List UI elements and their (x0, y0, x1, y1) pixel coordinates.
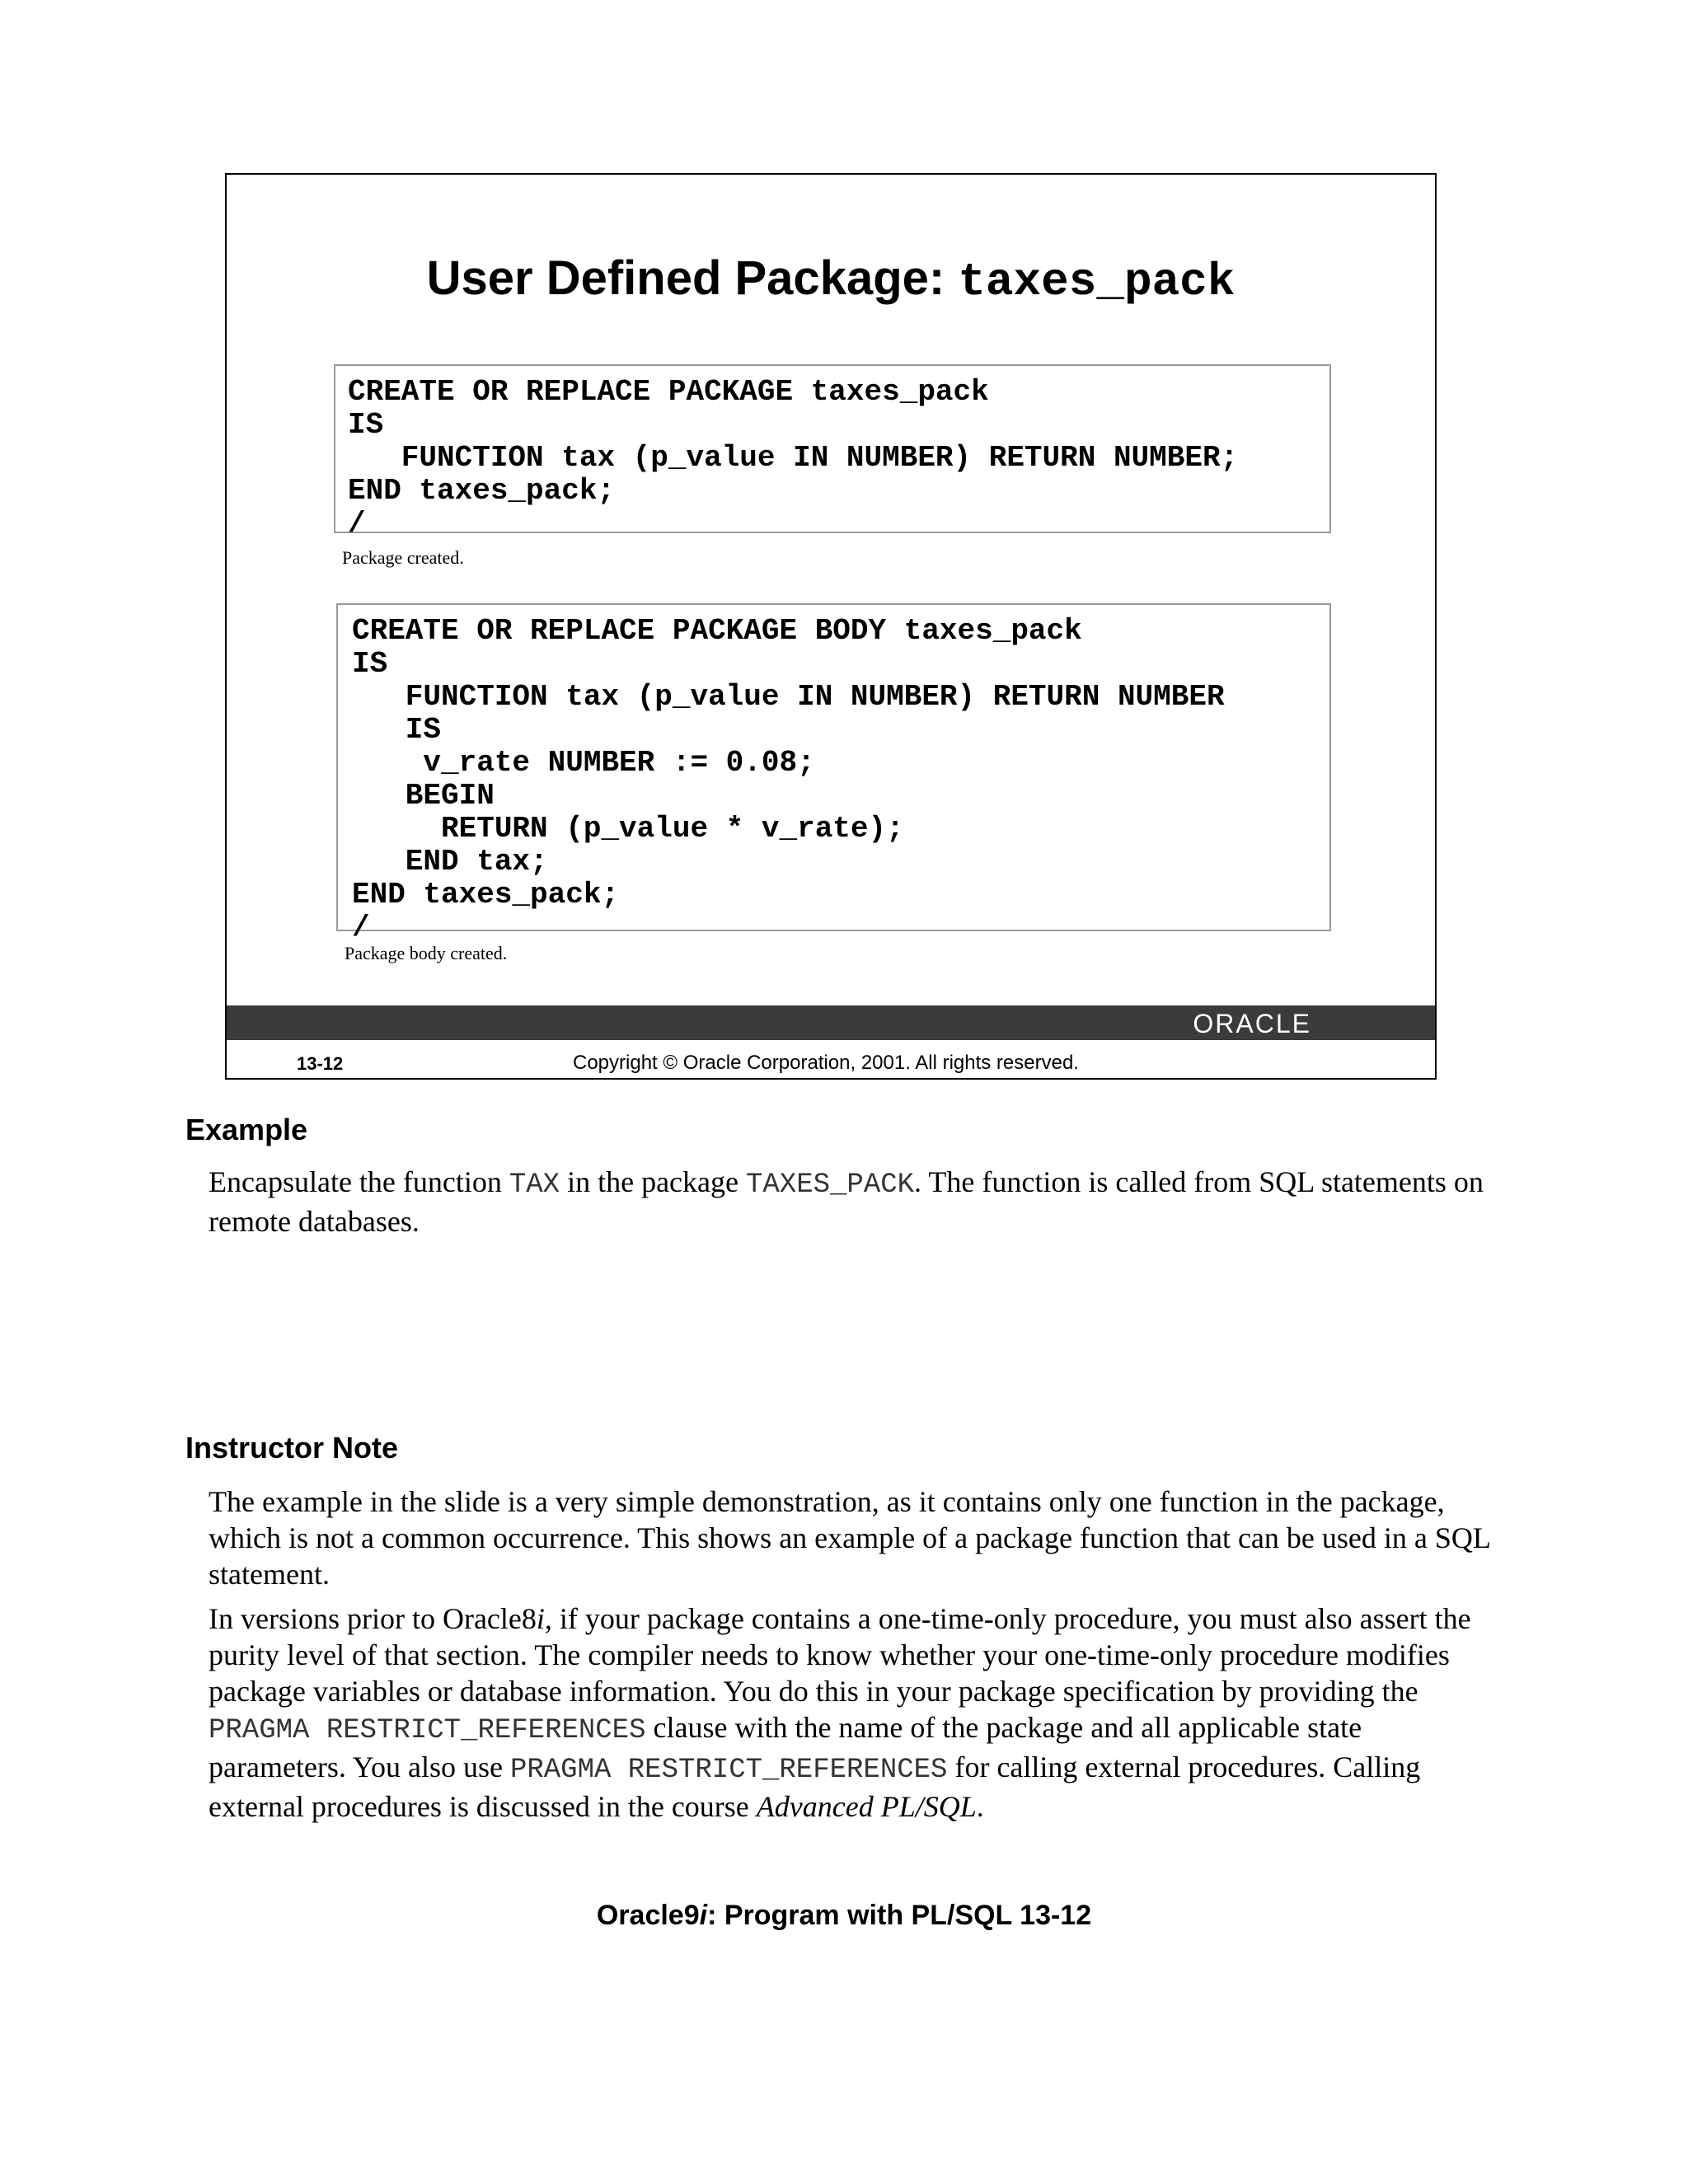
oracle-logo: ORACLE (1193, 1009, 1311, 1038)
package-body-code: CREATE OR REPLACE PACKAGE BODY taxes_pack IS FUNCTION tax (p_value IN NUMBER) RETURN NUMBER IS v_rate NUMBER := 0.08; BEGIN RETURN (p_value * v_rate); END tax; END taxes_pack; / (352, 614, 1225, 944)
code-pragma: PRAGMA RESTRICT_REFERENCES (509, 1755, 948, 1786)
slide-title-text: User Defined Package: (426, 251, 959, 305)
note-text: . (976, 1790, 984, 1823)
package-body-code-box (336, 603, 1331, 944)
example-text: . The function is called from SQL statements on remote databases. (209, 1165, 1484, 1238)
course-title: Advanced PL/SQL (756, 1790, 977, 1823)
note-text: In versions prior to Oracle8 (209, 1602, 537, 1635)
example-text: in the package (560, 1165, 746, 1198)
footer-italic: i (699, 1900, 708, 1931)
example-paragraph (209, 1164, 1494, 1240)
footer-text: : Program with PL/SQL 13-12 (707, 1900, 1092, 1931)
example-text: Encapsulate the function (209, 1165, 509, 1198)
note-italic: i (536, 1602, 545, 1635)
example-heading: Example (185, 1113, 308, 1146)
instructor-note-paragraph-2 (209, 1601, 1494, 1825)
copyright-text: Copyright © Oracle Corporation, 2001. All rights reserved. (573, 1052, 1079, 1074)
code-tax: TAX (509, 1169, 560, 1201)
oracle-footer-bar (227, 1005, 1435, 1040)
package-spec-code: CREATE OR REPLACE PACKAGE taxes_pack IS FUNCTION tax (p_value IN NUMBER) RETURN NUMBER; END taxes_pack; / (348, 375, 1239, 541)
slide-title (227, 251, 1435, 308)
instructor-note-heading: Instructor Note (185, 1431, 399, 1465)
instructor-note-paragraph-1: The example in the slide is a very simple demonstration, as it contains only one function in the package, which is not a common occurrence. This shows an example of a package function that can be used in a SQL statement. (209, 1485, 1490, 1591)
slide (225, 173, 1437, 1080)
package-spec-code-box (334, 364, 1331, 541)
note-text: , if your package contains a one-time-only procedure, you must also assert the purity level of that section. The compiler needs to know whether your one-time-only procedure modifies package variables or database information. You do this in your package specification by providing the (209, 1602, 1471, 1708)
code-taxes-pack: TAXES_PACK (746, 1169, 915, 1201)
note-text: for calling external procedures. Calling external procedures is discussed in the course (209, 1750, 1421, 1823)
slide-number: 13-12 (297, 1053, 344, 1074)
note-text: clause with the name of the package and all applicable state parameters. You also use (209, 1711, 1362, 1783)
code-pragma: PRAGMA RESTRICT_REFERENCES (209, 1715, 646, 1746)
footer-text: Oracle9 (596, 1900, 700, 1931)
package-body-result: Package body created. (345, 943, 508, 963)
page-footer (0, 1900, 1688, 1932)
package-spec-result: Package created. (342, 547, 464, 568)
slide-title-code: taxes_pack (958, 255, 1236, 308)
